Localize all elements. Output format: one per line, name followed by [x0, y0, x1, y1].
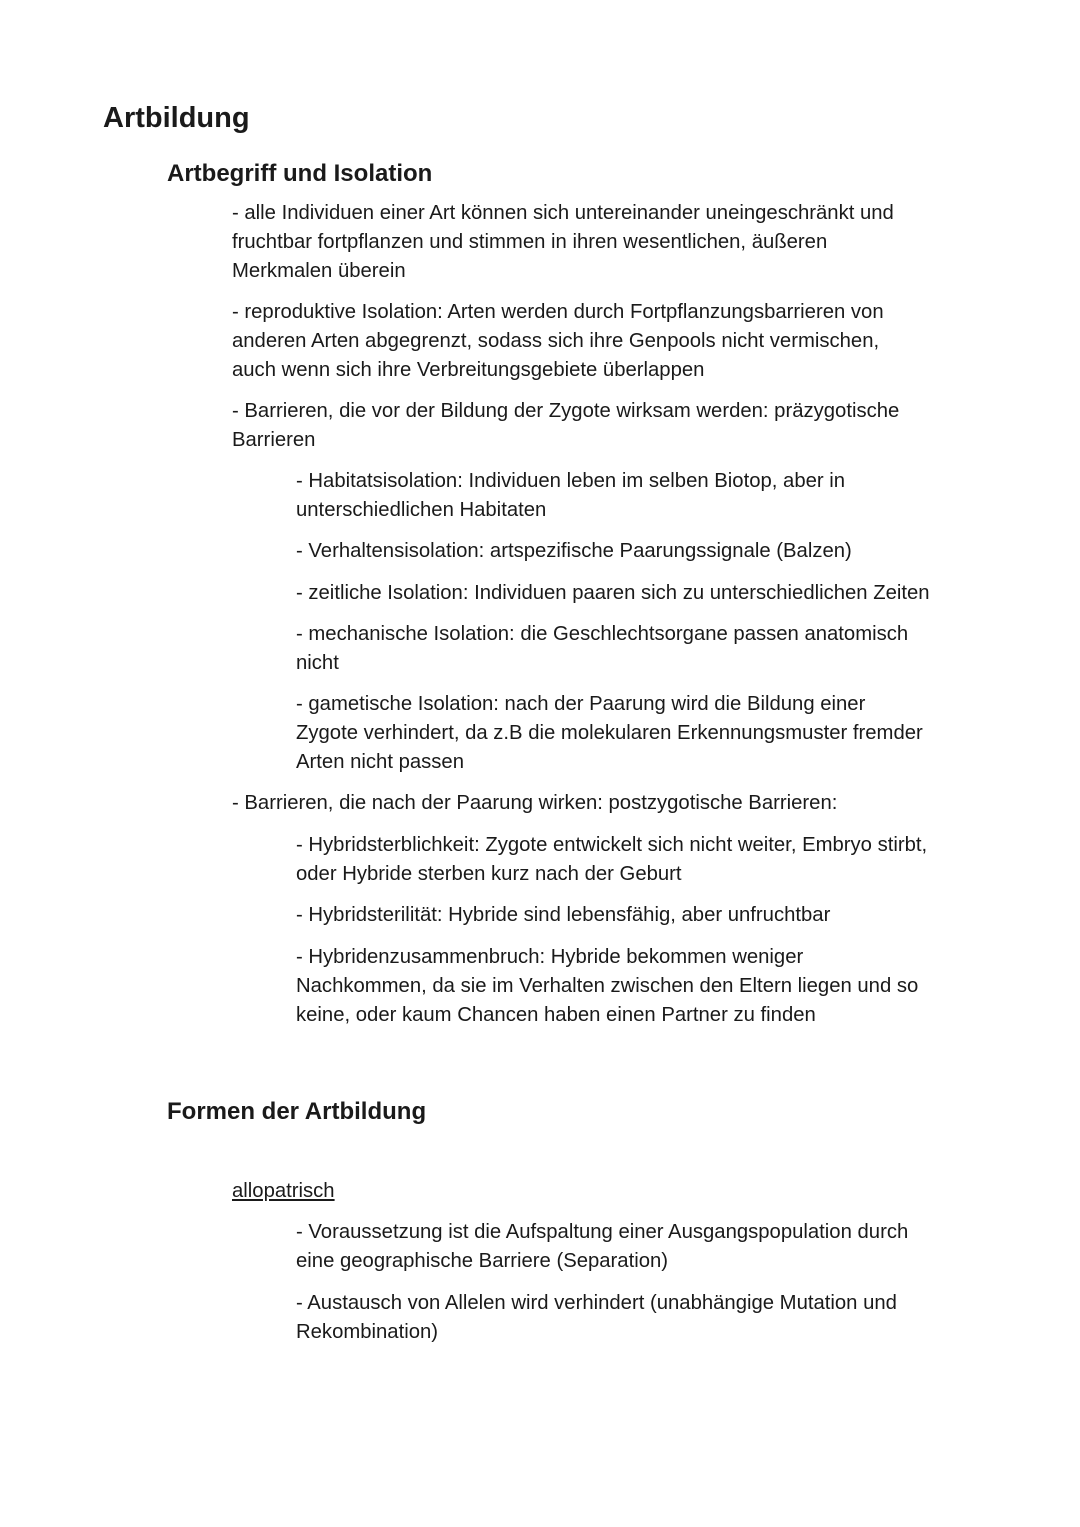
subheading-allopatrisch: allopatrisch	[232, 1180, 335, 1202]
text-line: Zygote verhindert, da z.B die molekularen Erkennungsmuster fremder	[296, 722, 923, 744]
text-line: nicht	[296, 652, 339, 674]
paragraph-definition	[232, 199, 992, 286]
text-line: - Voraussetzung ist die Aufspaltung einer Ausgangspopulation durch	[296, 1221, 909, 1243]
text-line: - gametische Isolation: nach der Paarung wird die Bildung einer	[296, 693, 866, 715]
paragraph-reproductive-isolation	[232, 298, 992, 385]
text-line: - reproduktive Isolation: Arten werden durch Fortpflanzungsbarrieren von	[232, 301, 884, 323]
text-line: - Hybridsterblichkeit: Zygote entwickelt sich nicht weiter, Embryo stirbt,	[296, 834, 928, 856]
text-line: - Hybridenzusammenbruch: Hybride bekommen weniger	[296, 946, 804, 968]
text-line: - Habitatsisolation: Individuen leben im selben Biotop, aber in	[296, 470, 846, 492]
paragraph-postzygotic	[232, 789, 992, 818]
section-heading-artbegriff: Artbegriff und Isolation	[167, 160, 433, 187]
text-line: fruchtbar fortpflanzen und stimmen in ihren wesentlichen, äußeren	[232, 231, 828, 253]
page-title: Artbildung	[103, 102, 250, 134]
text-line: Nachkommen, da sie im Verhalten zwischen den Eltern liegen und so	[296, 975, 919, 997]
text-line: anderen Arten abgegrenzt, sodass sich ihre Genpools nicht vermischen,	[232, 330, 880, 352]
text-line: Arten nicht passen	[296, 751, 464, 773]
list-item-temporal	[296, 579, 996, 608]
list-item-hybrid-mortality	[296, 831, 996, 889]
paragraph-prezygotic	[232, 397, 992, 455]
section-heading-formen: Formen der Artbildung	[167, 1098, 427, 1125]
list-item-habitat	[296, 467, 996, 525]
list-item-separation	[296, 1218, 996, 1276]
text-line: - mechanische Isolation: die Geschlechtsorgane passen anatomisch	[296, 623, 909, 645]
text-line: oder Hybride sterben kurz nach der Geburt	[296, 863, 682, 885]
text-line: - Austausch von Allelen wird verhindert (unabhängige Mutation und	[296, 1292, 897, 1314]
list-item-hybrid-sterility	[296, 901, 996, 930]
text-line: Merkmalen überein	[232, 260, 406, 282]
text-line: - Barrieren, die nach der Paarung wirken: postzygotische Barrieren:	[232, 792, 838, 814]
text-line: - Verhaltensisolation: artspezifische Paarungssignale (Balzen)	[296, 540, 852, 562]
text-line: eine geographische Barriere (Separation)	[296, 1250, 669, 1272]
text-line: keine, oder kaum Chancen haben einen Partner zu finden	[296, 1004, 816, 1026]
list-item-gametic	[296, 690, 996, 777]
text-line: Rekombination)	[296, 1321, 439, 1343]
text-line: auch wenn sich ihre Verbreitungsgebiete überlappen	[232, 359, 705, 381]
list-item-mechanical	[296, 620, 996, 678]
text-line: - zeitliche Isolation: Individuen paaren sich zu unterschiedlichen Zeiten	[296, 582, 930, 604]
text-line: - Hybridsterilität: Hybride sind lebensfähig, aber unfruchtbar	[296, 904, 831, 926]
list-item-allele-exchange	[296, 1289, 996, 1347]
text-line: unterschiedlichen Habitaten	[296, 499, 547, 521]
text-line: Barrieren	[232, 429, 316, 451]
list-item-behavior	[296, 537, 996, 566]
list-item-hybrid-breakdown	[296, 943, 996, 1030]
text-line: - alle Individuen einer Art können sich untereinander uneingeschränkt und	[232, 202, 894, 224]
text-line: - Barrieren, die vor der Bildung der Zygote wirksam werden: präzygotische	[232, 400, 900, 422]
